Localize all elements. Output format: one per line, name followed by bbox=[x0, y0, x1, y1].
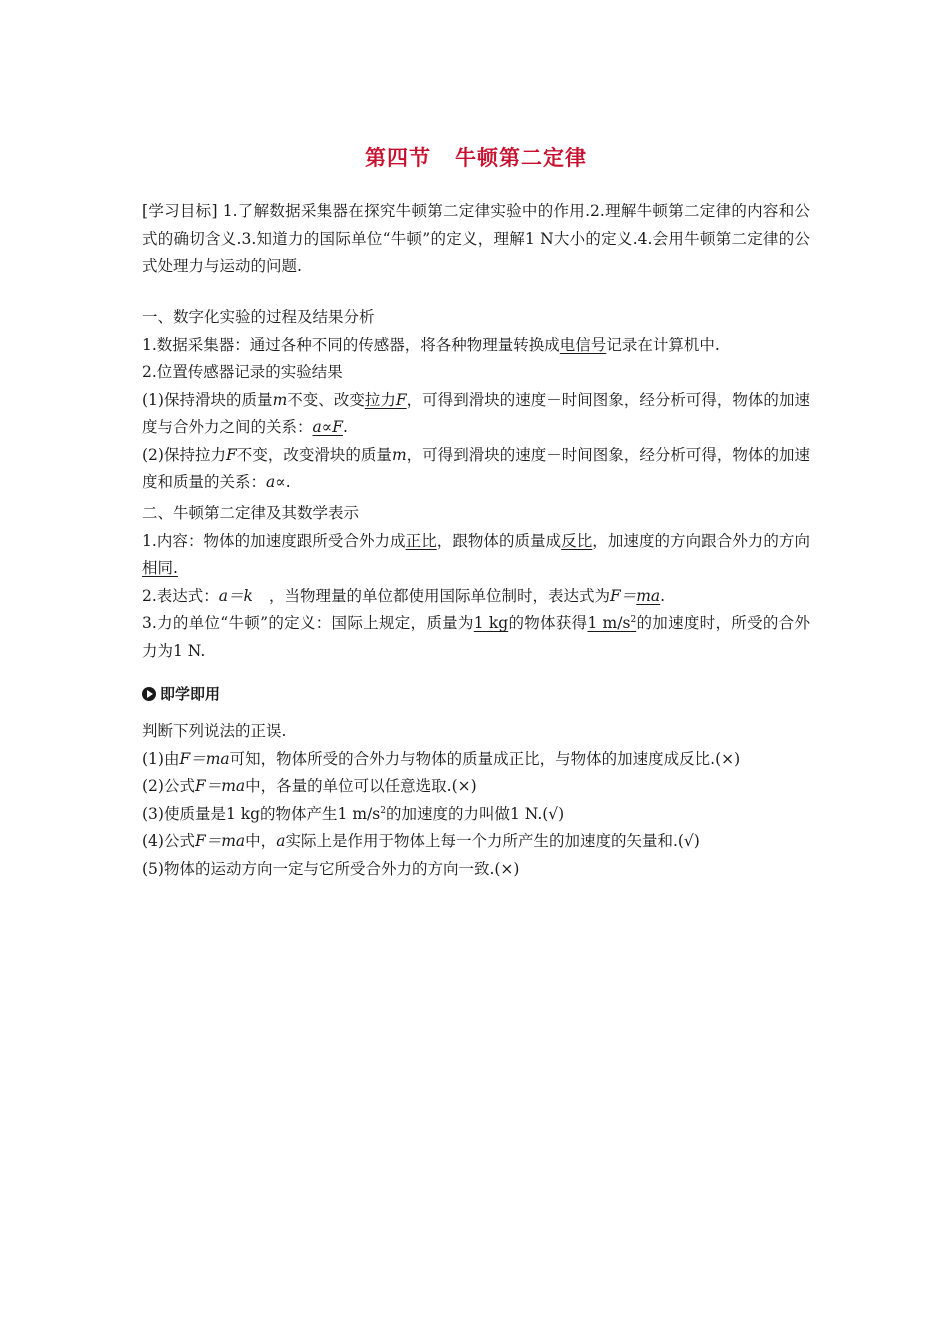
blank-answer: 1 kg bbox=[473, 614, 509, 632]
blank-answer: 反比 bbox=[561, 531, 593, 550]
exercise-item: (1)由F＝ma可知，物体所受的合外力与物体的质量成正比，与物体的加速度成反比.(×) bbox=[142, 749, 741, 768]
title-topic: 牛顿第二定律 bbox=[455, 146, 587, 170]
blank-answer: 拉力F bbox=[364, 390, 407, 409]
blank-answer: 相同. bbox=[142, 559, 178, 577]
exercise-item: (3)使质量是1 kg的物体产生1 $m/s^2$的加速度的力叫做1 N.(√) bbox=[142, 804, 565, 823]
exercise-intro: 判断下列说法的正误. bbox=[142, 722, 287, 740]
title-section-number: 第四节 bbox=[365, 146, 431, 170]
quick-practice-heading bbox=[142, 682, 810, 706]
section1-item2: 2.位置传感器记录的实验结果 bbox=[142, 363, 343, 381]
section2-item3: 3.力的单位“牛顿”的定义：国际上规定，质量为1 kg的物体获得1 $m/s^2$的加速度时，所受的合外力为1 N. bbox=[142, 614, 810, 660]
exercise-item: (4)公式F＝ma中，a实际上是作用于物体上每一个力所产生的加速度的矢量和.(√) bbox=[142, 832, 700, 850]
section1-item1: 1.数据采集器：通过各种不同的传感器，将各种物理量转换成电信号记录在计算机中. bbox=[142, 335, 720, 354]
section1-heading: 一、数字化实验的过程及结果分析 bbox=[142, 308, 375, 326]
blank-answer: ma bbox=[636, 586, 661, 605]
section2-item2: 2.表达式：a＝k ，当物理量的单位都使用国际单位制时，表达式为F＝ma. bbox=[142, 586, 666, 605]
blank-answer: 正比 bbox=[405, 531, 437, 550]
exercise-item: (5)物体的运动方向一定与它所受合外力的方向一致.(×) bbox=[142, 859, 520, 878]
true-false-exercise bbox=[142, 718, 810, 883]
section-newton-law bbox=[142, 500, 810, 665]
section2-item1: 1.内容：物体的加速度跟所受合外力成正比，跟物体的质量成反比，加速度的方向跟合外力的方向相同. bbox=[142, 531, 810, 577]
quick-practice-label: 即学即用 bbox=[160, 685, 221, 703]
play-circle-icon bbox=[142, 687, 156, 701]
blank-answer: 电信号 bbox=[559, 335, 607, 354]
blank-answer: a∝F bbox=[312, 418, 344, 436]
section1-sub1: (1)保持滑块的质量m不变、改变拉力F，可得到滑块的速度－时间图象，经分析可得，物体的加速度与合外力之间的关系：a∝F. bbox=[142, 390, 810, 436]
learning-goals: [学习目标] 1.了解数据采集器在探究牛顿第二定律实验中的作用.2.理解牛顿第二定律的内容和公式的确切含义.3.知道力的国际单位“牛顿”的定义，理解1 N大小的定义.4.会用牛顿第二定律的公式处理力与运动的问题. bbox=[142, 202, 810, 275]
page-title bbox=[142, 142, 810, 172]
exercise-item: (2)公式F＝ma中，各量的单位可以任意选取.(×) bbox=[142, 777, 477, 795]
blank-answer: 1 $m/s^2$ bbox=[587, 614, 637, 632]
section-digital-experiment bbox=[142, 304, 810, 497]
section1-sub2: (2)保持拉力F不变，改变滑块的质量m，可得到滑块的速度－时间图象，经分析可得，物体的加速度和质量的关系：a∝. bbox=[142, 445, 810, 491]
section2-heading: 二、牛顿第二定律及其数学表示 bbox=[142, 504, 360, 522]
